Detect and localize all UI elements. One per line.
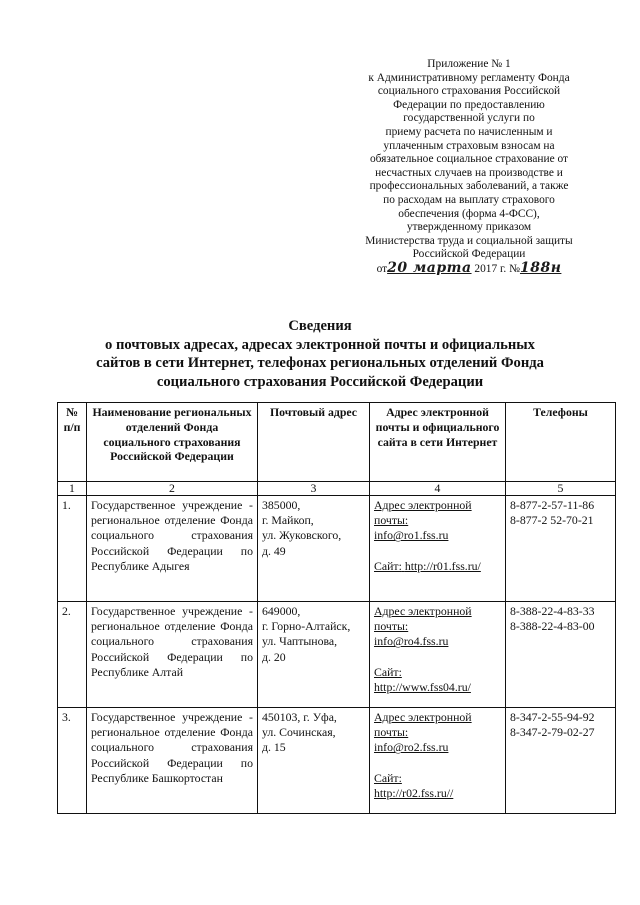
email-label: Адрес электронной почты: — [374, 498, 472, 528]
header-number: № п/п — [58, 403, 87, 482]
phones-cell — [506, 708, 616, 814]
email-link[interactable]: info@ro2.fss.ru — [374, 740, 449, 755]
phones-cell — [506, 602, 616, 708]
appendix-line: Федерации по предоставлению — [393, 98, 545, 111]
office-name: Государственное учреждение - региональное отделение Фонда социального страхования Российской Федерации по Республике Башкортостан — [87, 708, 258, 814]
table-row — [58, 602, 616, 708]
header-email-site: Адрес электронной почты и официального сайта в сети Интернет — [370, 403, 506, 482]
contacts-cell — [370, 602, 506, 708]
appendix-line: государственной услуги по — [403, 112, 535, 125]
site-label: Сайт: — [374, 770, 402, 785]
column-number: 5 — [506, 482, 616, 496]
address-line: д. 49 — [262, 543, 286, 558]
phone-number: 8-877-2-57-11-86 — [510, 498, 595, 512]
phone-number: 8-388-22-4-83-33 — [510, 604, 595, 618]
column-number: 3 — [258, 482, 370, 496]
title-line: Сведения — [288, 318, 352, 334]
office-name: Государственное учреждение - региональное отделение Фонда социального страхования Российской Федерации по Республике Адыгея — [87, 496, 258, 602]
spacer — [374, 544, 501, 559]
title-line: о почтовых адресах, адресах электронной почты и официальных — [105, 336, 535, 353]
title-line: социального страхования Российской Федерации — [156, 373, 484, 390]
contacts-cell — [370, 496, 506, 602]
email-link[interactable]: info@ro1.fss.ru — [374, 528, 449, 543]
address-line: 649000, — [262, 604, 301, 618]
email-label: Адрес электронной почты: — [374, 710, 472, 740]
email-link[interactable]: info@ro4.fss.ru — [374, 634, 449, 649]
appendix-line: к Административному регламенту Фонда — [368, 71, 570, 84]
address-line: ул. Сочинская, — [262, 725, 336, 740]
spacer — [374, 756, 501, 771]
document-title — [80, 317, 560, 391]
site-label: Сайт: — [374, 664, 402, 679]
phone-number: 8-388-22-4-83-00 — [510, 619, 595, 634]
table-header-row — [58, 403, 616, 482]
address-line: г. Майкоп, — [262, 513, 314, 528]
phones-cell — [506, 496, 616, 602]
title-line: сайтов в сети Интернет, телефонах региональных отделений Фонда — [96, 355, 544, 371]
phone-number: 8-877-2 52-70-21 — [510, 513, 594, 528]
column-number: 4 — [370, 482, 506, 496]
email-label: Адрес электронной почты: — [374, 604, 472, 634]
phone-number: 8-347-2-79-02-27 — [510, 725, 595, 740]
address-line: г. Горно-Алтайск, — [262, 619, 351, 634]
postal-address — [258, 496, 370, 602]
site-label: Сайт: — [374, 558, 402, 573]
appendix-line: несчастных случаев на производстве и — [375, 166, 563, 179]
column-number: 2 — [87, 482, 258, 496]
fss-offices-table — [57, 402, 616, 814]
office-name: Государственное учреждение - региональное отделение Фонда социального страхования Российской Федерации по Республике Алтай — [87, 602, 258, 708]
appendix-line: приему расчета по начисленным и — [385, 125, 553, 138]
appendix-line: обязательное социальное страхование от — [369, 153, 569, 166]
appendix-line: обеспечения (форма 4-ФСС), — [398, 207, 540, 220]
table-row — [58, 496, 616, 602]
postal-address — [258, 602, 370, 708]
appendix-line: Приложение № 1 — [427, 58, 511, 70]
appendix-line: по расходам на выплату страхового — [383, 193, 555, 206]
appendix-line: Министерства труда и социальной защиты — [365, 234, 573, 247]
postal-address — [258, 708, 370, 814]
header-phones: Телефоны — [506, 403, 616, 482]
site-url[interactable]: http://r01.fss.ru/ — [404, 558, 481, 573]
appendix-line: уплаченным страховым взносам на — [383, 139, 555, 152]
address-line: ул. Чаптынова, — [262, 634, 338, 649]
address-line: ул. Жуковского, — [262, 528, 342, 543]
appendix-line: Российской Федерации — [412, 248, 526, 261]
phone-number: 8-347-2-55-94-92 — [510, 710, 595, 724]
column-numbers-row — [58, 482, 616, 496]
appendix-block — [338, 58, 600, 277]
row-number: 3. — [58, 708, 87, 814]
row-number: 2. — [58, 602, 87, 708]
appendix-line: профессиональных заболеваний, а также — [369, 180, 569, 193]
address-line: д. 20 — [262, 649, 286, 664]
order-line — [338, 259, 600, 277]
row-number: 1. — [58, 496, 87, 602]
spacer — [374, 650, 501, 665]
contacts-cell — [370, 708, 506, 814]
address-line: 385000, — [262, 498, 301, 512]
order-year: 2017 г. № — [474, 262, 520, 275]
site-url[interactable]: http://www.fss04.ru/ — [374, 679, 471, 694]
site-url[interactable]: http://r02.fss.ru// — [374, 785, 454, 800]
order-number-handwritten: 188н — [519, 259, 562, 276]
column-number: 1 — [58, 482, 87, 496]
order-prefix: от — [376, 262, 388, 275]
address-line: д. 15 — [262, 740, 286, 755]
header-postal-address: Почтовый адрес — [258, 403, 370, 482]
address-line: 450103, г. Уфа, — [262, 710, 337, 724]
appendix-line: социального страхования Российской — [377, 85, 561, 98]
header-office-name: Наименование региональных отделений Фонда социального страхования Российской Федерации — [87, 403, 258, 482]
table-row — [58, 708, 616, 814]
site-link[interactable] — [374, 559, 501, 574]
appendix-line: утвержденному приказом — [406, 221, 532, 234]
order-date-handwritten: 20 марта — [387, 259, 472, 276]
